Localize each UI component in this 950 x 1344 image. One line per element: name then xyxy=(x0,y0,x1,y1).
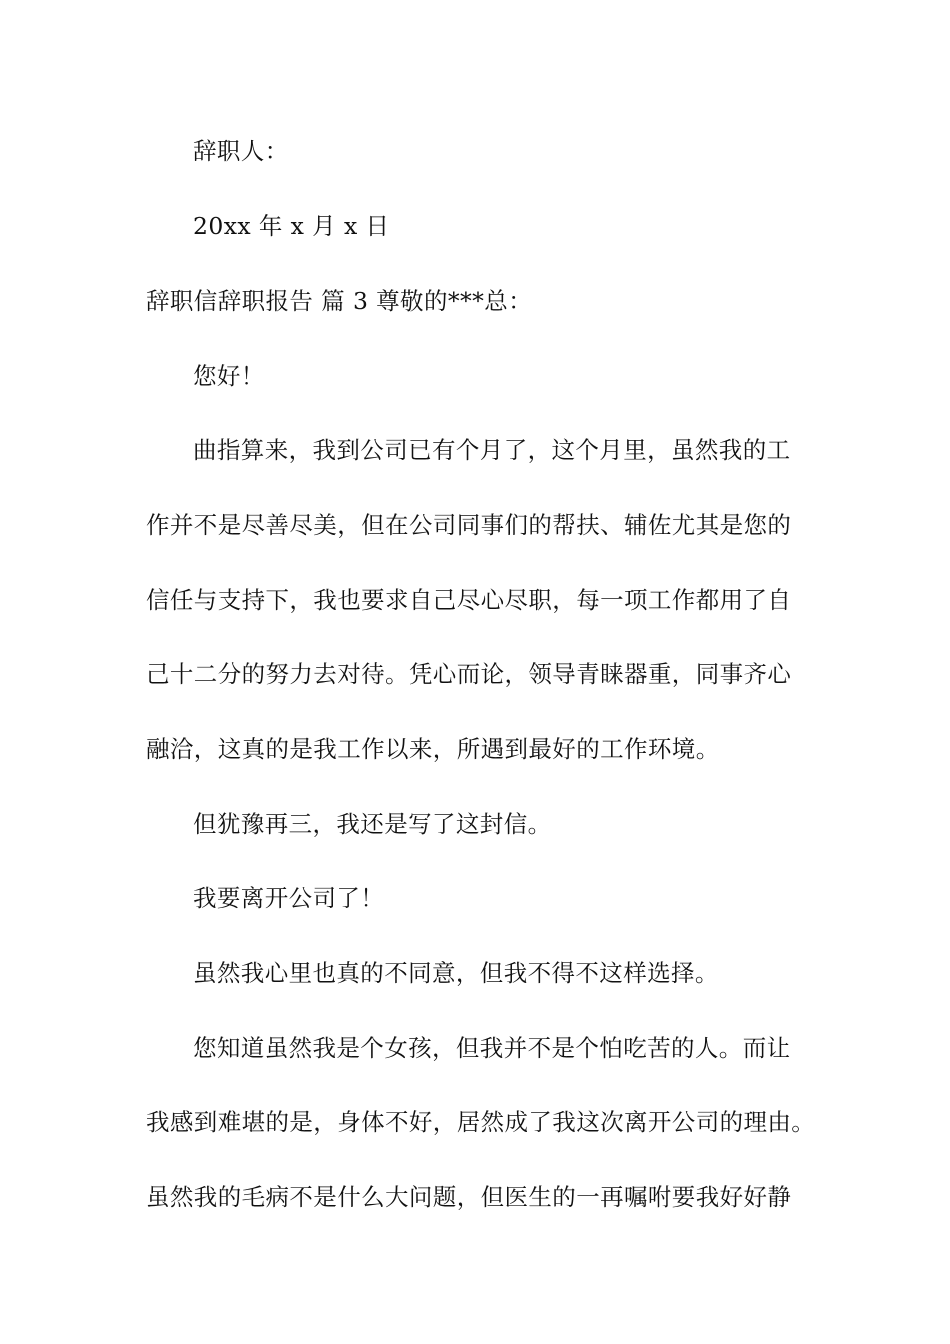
section-heading-salutation: 辞职信辞职报告 篇 3 尊敬的***总： xyxy=(146,287,533,315)
greeting: 您好！ xyxy=(193,362,265,390)
paragraph-line: 但犹豫再三，我还是写了这封信。 xyxy=(193,810,552,838)
paragraph-line: 曲指算来，我到公司已有个月了，这个月里，虽然我的工 xyxy=(193,436,791,464)
paragraph-line: 融洽，这真的是我工作以来，所遇到最好的工作环境。 xyxy=(146,735,720,763)
paragraph-line: 作并不是尽善尽美，但在公司同事们的帮扶、辅佐尤其是您的 xyxy=(146,511,792,539)
paragraph-line: 虽然我心里也真的不同意，但我不得不这样选择。 xyxy=(193,959,719,987)
paragraph-line: 己十二分的努力去对待。凭心而论，领导青睐器重，同事齐心 xyxy=(146,660,792,688)
paragraph-line: 我感到难堪的是，身体不好，居然成了我这次离开公司的理由。 xyxy=(146,1108,816,1136)
resigner-label: 辞职人： xyxy=(193,137,289,165)
paragraph-line: 我要离开公司了！ xyxy=(193,884,385,912)
paragraph-line: 您知道虽然我是个女孩，但我并不是个怕吃苦的人。而让 xyxy=(193,1034,791,1062)
paragraph-line: 信任与支持下，我也要求自己尽心尽职，每一项工作都用了自 xyxy=(146,586,792,614)
date-line: 20xx 年 x 月 x 日 xyxy=(193,212,390,240)
paragraph-line: 虽然我的毛病不是什么大问题，但医生的一再嘱咐要我好好静 xyxy=(146,1183,792,1211)
